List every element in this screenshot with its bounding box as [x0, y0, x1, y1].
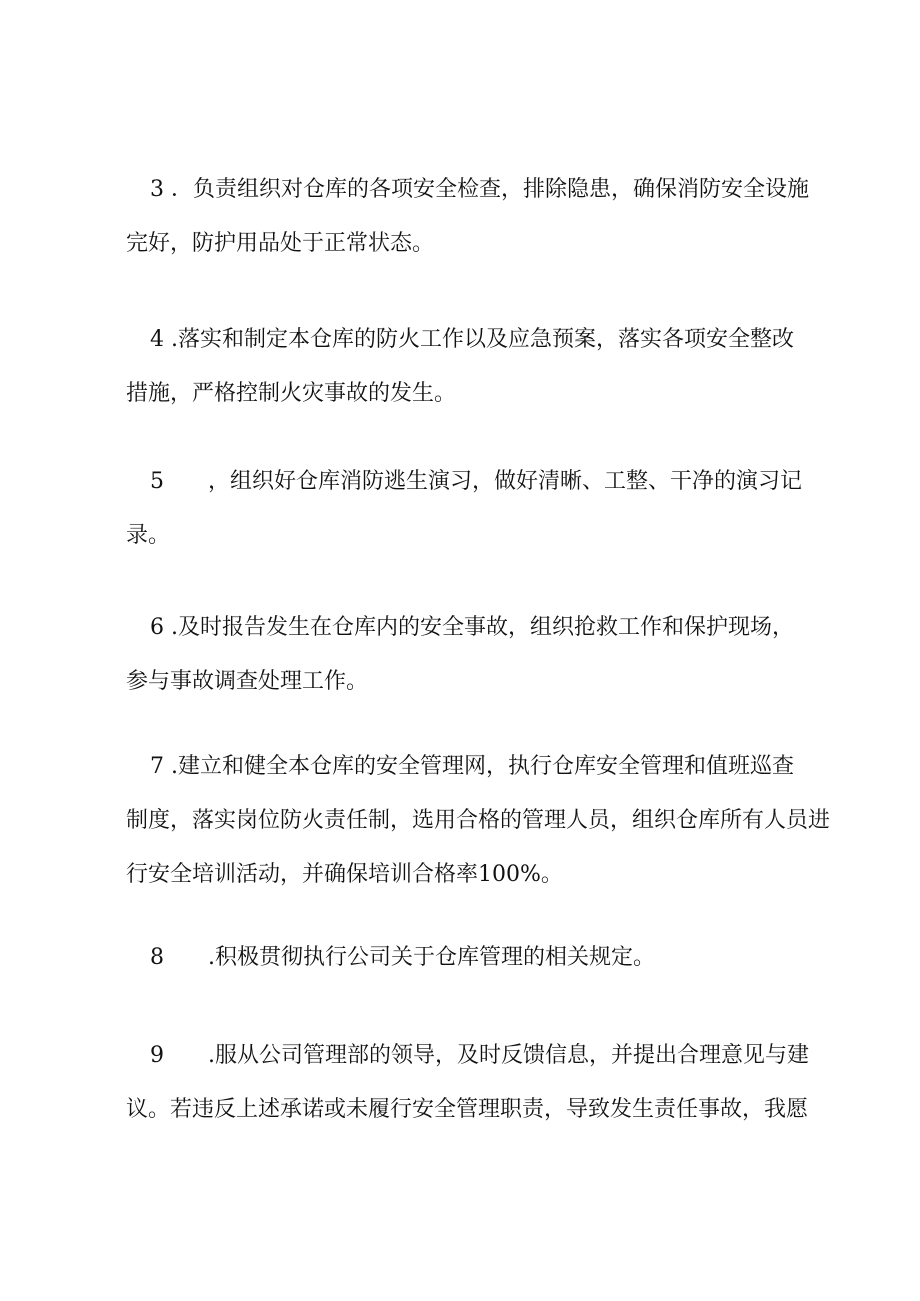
clause-line: 制度，落实岗位防火责任制，选用合格的管理人员，组织仓库所有人员进	[126, 808, 831, 833]
clause-3	[126, 163, 828, 271]
clause-4	[126, 313, 828, 421]
clause-line: 措施，严格控制火灾事故的发生。	[126, 381, 457, 406]
clause-line: 6 .及时报告发生在仓库内的安全事故，组织抢救工作和保护现场，	[150, 615, 794, 640]
clause-line: 9 .服从公司管理部的领导，及时反馈信息，并提出合理意见与建	[150, 1043, 809, 1068]
clause-5	[126, 455, 828, 563]
clause-line: 3 ．负责组织对仓库的各项安全检查，排除隐患，确保消防安全设施	[150, 177, 809, 202]
clause-line: 录。	[126, 523, 171, 548]
clause-7	[126, 740, 831, 902]
clause-9	[126, 1029, 828, 1137]
clause-line: 行安全培训活动，并确保培训合格率100%。	[126, 862, 563, 887]
clause-line: 完好，防护用品处于正常状态。	[126, 231, 435, 256]
clause-line: 5 ，组织好仓库消防逃生演习，做好清晰、工整、干净的演习记	[150, 469, 802, 494]
clause-8	[138, 931, 828, 985]
clause-line: 7 .建立和健全本仓库的安全管理网，执行仓库安全管理和值班巡查	[150, 754, 794, 779]
clause-line: 参与事故调查处理工作。	[126, 669, 369, 694]
clause-line: 议。若违反上述承诺或未履行安全管理职责，导致发生责任事故，我愿	[126, 1097, 809, 1122]
clause-line: 8 .积极贯彻执行公司关于仓库管理的相关规定。	[150, 945, 655, 970]
clause-6	[126, 601, 828, 709]
clause-line: 4 .落实和制定本仓库的防火工作以及应急预案，落实各项安全整改	[150, 327, 794, 352]
